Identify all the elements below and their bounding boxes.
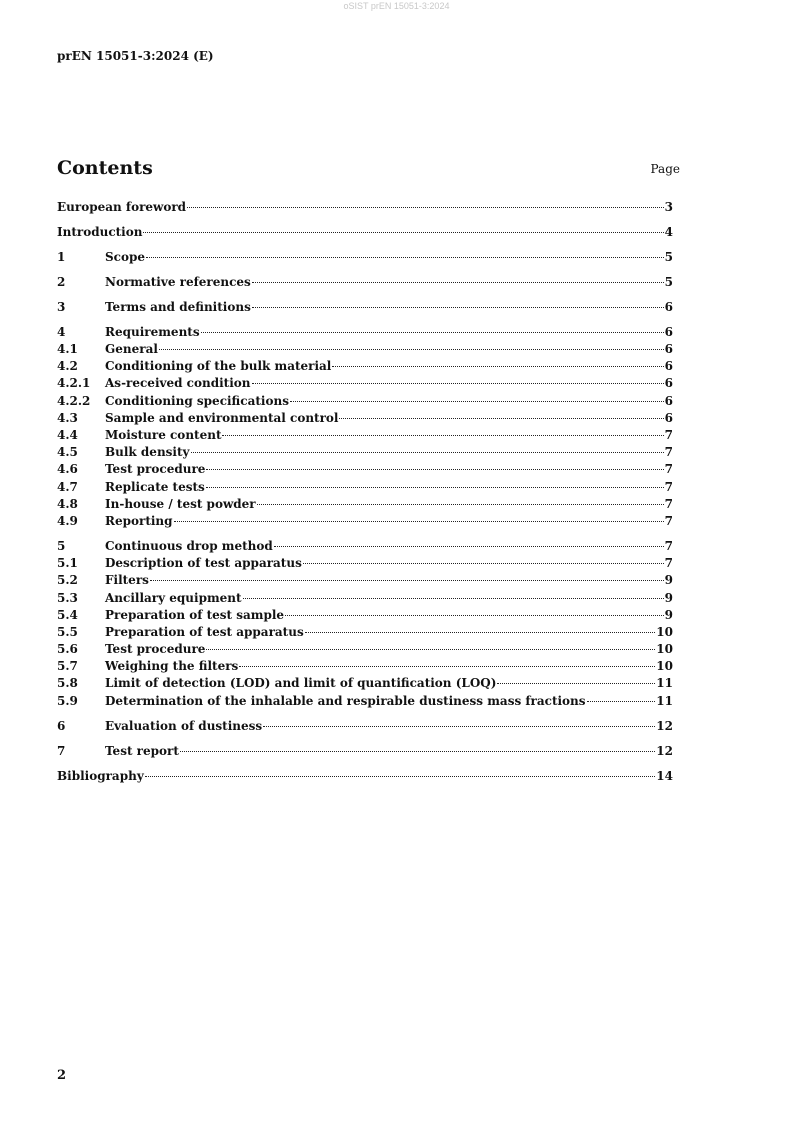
- toc-entry-number: 4.5: [57, 445, 78, 460]
- toc-entry-number: 5.1: [57, 556, 78, 571]
- toc-entry-page: 3: [664, 200, 673, 214]
- toc-dot-leader: [145, 776, 656, 777]
- toc-entry-page: 6: [664, 410, 673, 425]
- toc-entry-title: General: [105, 342, 158, 357]
- toc-entry-title: Conditioning specifications: [105, 393, 289, 408]
- toc-entry-title: Weighing the filters: [105, 659, 239, 674]
- toc-dot-leader: [257, 504, 664, 505]
- toc-entry-number: 4.2: [57, 359, 78, 374]
- toc-entry[interactable]: [57, 358, 673, 375]
- toc-entry[interactable]: [57, 324, 673, 341]
- toc-entry[interactable]: [57, 393, 673, 410]
- toc-entry-page: 10: [656, 624, 673, 639]
- toc-entry-title: Test procedure: [105, 462, 206, 477]
- toc-entry[interactable]: [57, 427, 673, 444]
- toc-entry-page: 6: [664, 376, 673, 391]
- toc-entry-page: 12: [656, 718, 673, 733]
- toc-entry-number: 4.3: [57, 410, 78, 425]
- toc-dot-leader: [303, 563, 664, 564]
- toc-entry[interactable]: [57, 513, 673, 530]
- toc-entry-number: 3: [57, 299, 66, 314]
- toc-entry-title: Preparation of test apparatus: [105, 624, 304, 639]
- toc-entry[interactable]: [57, 693, 673, 710]
- toc-entry-number: 4.4: [57, 428, 78, 443]
- toc-entry-title: Continuous drop method: [105, 538, 273, 553]
- toc-entry-title: Conditioning of the bulk material: [105, 359, 332, 374]
- toc-dot-leader: [305, 632, 656, 633]
- toc-entry[interactable]: [57, 538, 673, 555]
- toc-entry-page: 7: [664, 479, 673, 494]
- toc-entry-number: 4.7: [57, 479, 78, 494]
- toc-entry[interactable]: [57, 341, 673, 358]
- toc-dot-leader: [252, 383, 664, 384]
- toc-dot-leader: [285, 615, 664, 616]
- toc-entry-page: 6: [664, 393, 673, 408]
- toc-entry[interactable]: [57, 675, 673, 692]
- toc-entry[interactable]: [57, 718, 673, 735]
- toc-entry-number: 6: [57, 718, 66, 733]
- toc-entry-title: Determination of the inhalable and respirable dustiness mass fractions: [105, 693, 586, 708]
- toc-entry-number: 4.9: [57, 513, 78, 528]
- toc-entry-title: Scope: [105, 249, 146, 264]
- toc-entry-page: 5: [664, 274, 673, 289]
- toc-entry-title: Filters: [105, 573, 149, 588]
- toc-entry-title: Requirements: [105, 324, 200, 339]
- toc-dot-leader: [174, 521, 664, 522]
- toc-entry-page: 7: [664, 538, 673, 553]
- toc-entry-title: As-received condition: [105, 376, 251, 391]
- toc-dot-leader: [239, 666, 655, 667]
- toc-entry[interactable]: [57, 555, 673, 572]
- toc-entry-title: Sample and environmental control: [105, 410, 339, 425]
- toc-entry-page: 7: [664, 496, 673, 511]
- toc-entry-number: 5.6: [57, 642, 78, 657]
- toc-entry[interactable]: [57, 743, 673, 760]
- toc-entry-title: Terms and definitions: [105, 299, 251, 314]
- toc-entry-number: 4: [57, 324, 66, 339]
- toc-entry-number: 4.6: [57, 462, 78, 477]
- toc-entry[interactable]: [57, 607, 673, 624]
- toc-entry-page: 9: [664, 590, 673, 605]
- toc-dot-leader: [587, 701, 656, 702]
- toc-entry-title: Reporting: [105, 513, 173, 528]
- toc-dot-leader: [339, 418, 663, 419]
- toc-entry-page: 7: [664, 462, 673, 477]
- toc-dot-leader: [252, 307, 664, 308]
- toc-entry-page: 10: [656, 659, 673, 674]
- toc-entry-page: 12: [656, 743, 673, 758]
- toc-entry[interactable]: [57, 658, 673, 675]
- toc-entry-title: Test procedure: [105, 642, 206, 657]
- toc-entry-title: Moisture content: [105, 428, 222, 443]
- toc-entry[interactable]: [57, 249, 673, 266]
- document-id: prEN 15051-3:2024 (E): [57, 49, 214, 63]
- toc-entry[interactable]: [57, 590, 673, 607]
- toc-entry-title: Introduction: [57, 224, 143, 239]
- toc-entry-page: 14: [656, 768, 673, 783]
- toc-dot-leader: [159, 349, 664, 350]
- toc-entry-page: 6: [664, 359, 673, 374]
- toc-dot-leader: [497, 683, 655, 684]
- toc-entry-title: Bibliography: [57, 768, 144, 783]
- toc-entry-page: 9: [664, 573, 673, 588]
- toc-entry-number: 5.7: [57, 659, 78, 674]
- toc-entry[interactable]: [57, 410, 673, 427]
- toc-entry[interactable]: [57, 624, 673, 641]
- toc-entry-title: Test report: [105, 743, 179, 758]
- toc-entry[interactable]: [57, 641, 673, 658]
- toc-dot-leader: [180, 751, 655, 752]
- toc-entry[interactable]: [57, 274, 673, 291]
- toc-entry-title: Description of test apparatus: [105, 556, 302, 571]
- toc-entry[interactable]: [57, 375, 673, 392]
- toc-dot-leader: [201, 332, 664, 333]
- toc-entry-title: Replicate tests: [105, 479, 205, 494]
- toc-entry[interactable]: [57, 199, 673, 216]
- toc-entry-number: 5.2: [57, 573, 78, 588]
- toc-dot-leader: [206, 469, 663, 470]
- toc-entry-page: 4: [664, 224, 673, 239]
- toc-entry-title: European foreword: [57, 200, 187, 214]
- toc-entry-number: 4.8: [57, 496, 78, 511]
- toc-entry[interactable]: [57, 461, 673, 478]
- toc-entry-number: 4.1: [57, 342, 78, 357]
- toc-dot-leader: [187, 207, 664, 208]
- toc-entry-page: 5: [664, 249, 673, 264]
- toc-entry-page: 9: [664, 607, 673, 622]
- toc-entry-title: Preparation of test sample: [105, 607, 285, 622]
- toc-dot-leader: [252, 282, 664, 283]
- toc-entry-number: 1: [57, 249, 66, 264]
- toc-entry-number: 5.4: [57, 607, 78, 622]
- toc-entry[interactable]: [57, 768, 673, 785]
- toc-entry-number: 4.2.2: [57, 393, 91, 408]
- toc-dot-leader: [290, 401, 664, 402]
- page-column-label: Page: [650, 162, 680, 176]
- watermark: oSIST prEN 15051-3:2024: [343, 1, 450, 11]
- toc-entry[interactable]: [57, 572, 673, 589]
- toc-dot-leader: [263, 726, 655, 727]
- toc-entry-page: 7: [664, 556, 673, 571]
- toc-entry-page: 10: [656, 642, 673, 657]
- toc-entry-page: 7: [664, 445, 673, 460]
- toc-entry[interactable]: [57, 299, 673, 316]
- toc-dot-leader: [150, 580, 664, 581]
- toc-dot-leader: [191, 452, 664, 453]
- toc-entry-title: Limit of detection (LOD) and limit of quantification (LOQ): [105, 676, 497, 691]
- toc-entry-page: 7: [664, 513, 673, 528]
- toc-entry[interactable]: [57, 479, 673, 496]
- toc-entry-page: 11: [656, 693, 673, 708]
- contents-heading: Contents: [57, 157, 153, 179]
- toc-dot-leader: [222, 435, 663, 436]
- toc-dot-leader: [206, 649, 655, 650]
- toc-entry-number: 5: [57, 538, 66, 553]
- toc-entry-page: 7: [664, 428, 673, 443]
- toc-entry-page: 6: [664, 324, 673, 339]
- toc-entry-number: 5.3: [57, 590, 78, 605]
- toc-dot-leader: [146, 257, 664, 258]
- toc-entry-number: 5.5: [57, 624, 78, 639]
- toc-dot-leader: [206, 487, 664, 488]
- toc-dot-leader: [332, 366, 663, 367]
- toc-entry-title: Ancillary equipment: [105, 590, 242, 605]
- toc-entry[interactable]: [57, 496, 673, 513]
- toc-entry-number: 5.9: [57, 693, 78, 708]
- toc-entry-title: Normative references: [105, 274, 251, 289]
- toc-entry-title: In-house / test powder: [105, 496, 256, 511]
- page-number: 2: [57, 1068, 67, 1083]
- toc-entry-title: Bulk density: [105, 445, 190, 460]
- table-of-contents: [57, 199, 673, 785]
- toc-entry-page: 6: [664, 299, 673, 314]
- toc-entry-number: 2: [57, 274, 66, 289]
- toc-entry-page: 11: [656, 676, 673, 691]
- toc-entry-title: Evaluation of dustiness: [105, 718, 263, 733]
- toc-dot-leader: [274, 546, 664, 547]
- toc-entry[interactable]: [57, 444, 673, 461]
- toc-entry[interactable]: [57, 224, 673, 241]
- toc-dot-leader: [143, 232, 663, 233]
- toc-dot-leader: [243, 598, 664, 599]
- toc-entry-page: 6: [664, 342, 673, 357]
- toc-entry-number: 5.8: [57, 676, 78, 691]
- toc-entry-number: 4.2.1: [57, 376, 91, 391]
- toc-entry-number: 7: [57, 743, 66, 758]
